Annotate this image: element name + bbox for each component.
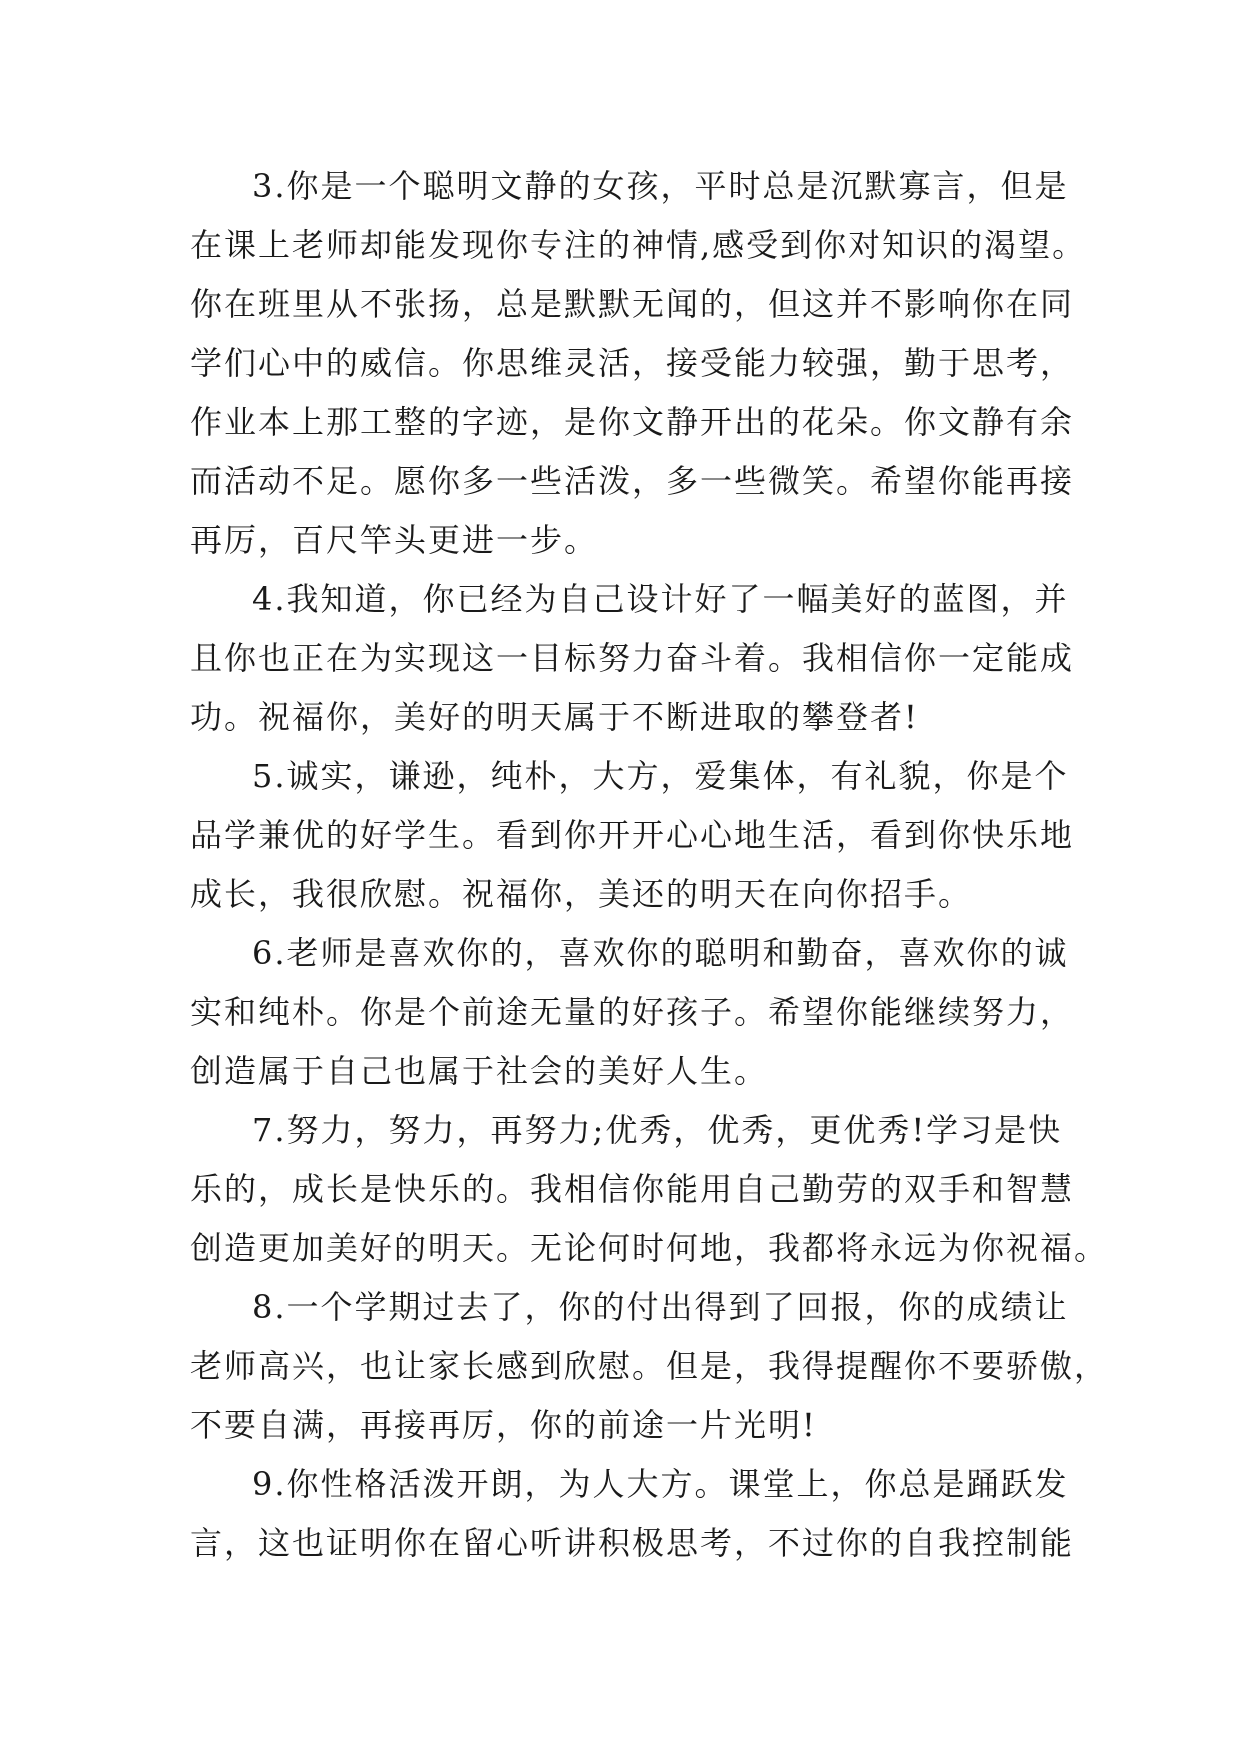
paragraph-8-line-3: 不要自满，再接再厉，你的前途一片光明! — [190, 1406, 817, 1444]
paragraph-3-line-1: 3.你是一个聪明文静的女孩，平时总是沉默寡言，但是 — [252, 167, 1069, 205]
paragraph-3-line-5: 作业本上那工整的字迹，是你文静开出的花朵。你文静有余 — [190, 403, 1075, 441]
paragraph-4-line-1: 4.我知道，你已经为自己设计好了一幅美好的蓝图，并 — [252, 580, 1069, 618]
paragraph-6-line-1: 6.老师是喜欢你的，喜欢你的聪明和勤奋，喜欢你的诚 — [252, 934, 1069, 972]
paragraph-8-line-1: 8.一个学期过去了，你的付出得到了回报，你的成绩让 — [252, 1288, 1069, 1326]
paragraph-9-line-1: 9.你性格活泼开朗，为人大方。课堂上，你总是踊跃发 — [252, 1465, 1069, 1503]
paragraph-7-line-2: 乐的，成长是快乐的。我相信你能用自己勤劳的双手和智慧 — [190, 1170, 1075, 1208]
paragraph-4-line-2: 且你也正在为实现这一目标努力奋斗着。我相信你一定能成 — [190, 639, 1075, 677]
paragraph-4-line-3: 功。祝福你，美好的明天属于不断进取的攀登者! — [190, 698, 919, 736]
paragraph-8-line-2: 老师高兴，也让家长感到欣慰。但是，我得提醒你不要骄傲， — [190, 1347, 1109, 1385]
paragraph-3-line-3: 你在班里从不张扬，总是默默无闻的，但这并不影响你在同 — [190, 285, 1075, 323]
paragraph-7-line-1: 7.努力，努力，再努力;优秀，优秀，更优秀!学习是快 — [252, 1111, 1063, 1149]
paragraph-5-line-3: 成长，我很欣慰。祝福你，美还的明天在向你招手。 — [190, 875, 973, 913]
paragraph-5-line-2: 品学兼优的好学生。看到你开开心心地生活，看到你快乐地 — [190, 816, 1075, 854]
paragraph-3-line-2: 在课上老师却能发现你专注的神情,感受到你对知识的渴望。 — [190, 226, 1087, 264]
paragraph-6-line-3: 创造属于自己也属于社会的美好人生。 — [190, 1052, 769, 1090]
paragraph-5-line-1: 5.诚实，谦逊，纯朴，大方，爱集体，有礼貌，你是个 — [252, 757, 1069, 795]
paragraph-6-line-2: 实和纯朴。你是个前途无量的好孩子。希望你能继续努力， — [190, 993, 1075, 1031]
paragraph-3-line-7: 再厉，百尺竿头更进一步。 — [190, 521, 599, 559]
paragraph-3-line-6: 而活动不足。愿你多一些活泼，多一些微笑。希望你能再接 — [190, 462, 1075, 500]
paragraph-9-line-2: 言，这也证明你在留心听讲积极思考，不过你的自我控制能 — [190, 1524, 1075, 1562]
paragraph-3-line-4: 学们心中的威信。你思维灵活，接受能力较强，勤于思考， — [190, 344, 1075, 382]
paragraph-7-line-3: 创造更加美好的明天。无论何时何地，我都将永远为你祝福。 — [190, 1229, 1109, 1267]
